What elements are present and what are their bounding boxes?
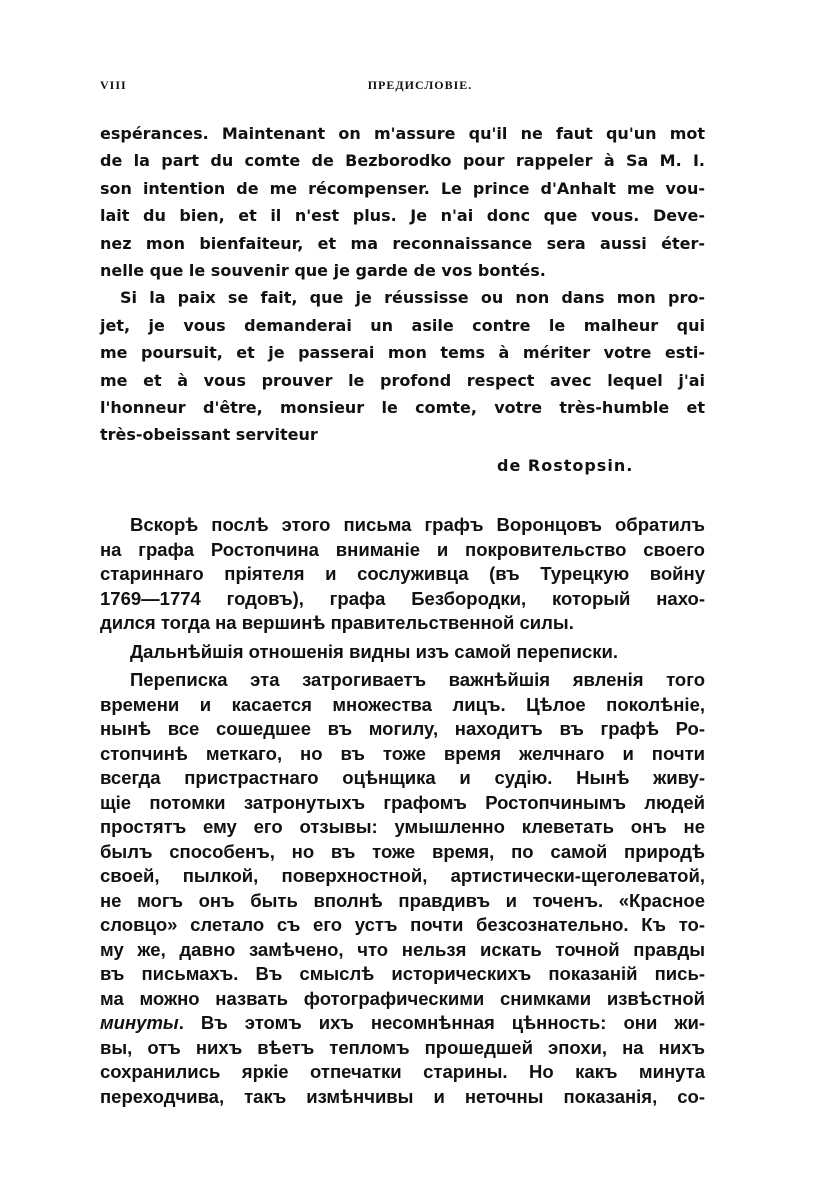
french-letter: [100, 120, 705, 479]
text-line: très-obeissant serviteur: [100, 425, 318, 445]
text-line: me et à vous prouver le profond respect avec lequel j'ai: [100, 370, 705, 390]
text-line: l'honneur d'être, monsieur le comte, votre très-humble et: [100, 398, 705, 418]
russian-paragraph-3: [100, 668, 705, 1109]
french-paragraph-1: [100, 120, 705, 284]
russian-commentary: [100, 513, 705, 1109]
text-line: nez mon bienfaiteur, et ma reconnaissance sera aussi éter-: [100, 233, 705, 253]
text-line: словцо» слетало съ его устъ почти безсознательно. Къ то-: [100, 914, 705, 936]
text-line: сохранились яркіе отпечатки старины. Но какъ минута: [100, 1061, 705, 1083]
text-line: вы, отъ нихъ вѣетъ тепломъ прошедшей эпохи, на нихъ: [100, 1036, 705, 1058]
russian-paragraph-2: [100, 640, 705, 665]
text-line: [100, 1011, 705, 1036]
text-line: ма можно назвать фотографическими снимками извѣстной: [100, 987, 705, 1009]
text-line: son intention de me récompenser. Le prince d'Anhalt me vou-: [100, 178, 705, 198]
text-line: Переписка эта затрогиваетъ важнѣйшія явленія того: [130, 669, 705, 691]
text-line: щіе потомки затронутыхъ графомъ Ростопчинымъ людей: [100, 791, 705, 813]
text-line: простятъ ему его отзывы: умышленно клеветать онъ не: [100, 816, 705, 838]
text-line: Дальнѣйшія отношенія видны изъ самой переписки.: [130, 640, 619, 662]
text-line: espérances. Maintenant on m'assure qu'il ne faut qu'un mot: [100, 124, 705, 143]
text-line: не могъ онъ быть вполнѣ правдивъ и точенъ. «Красное: [100, 889, 705, 911]
text-line: Si la paix se fait, que je réussisse ou non dans mon pro-: [120, 288, 705, 308]
text-line: му же, давно замѣчено, что нельзя искать точной правды: [100, 938, 705, 960]
text-line: дился тогда на вершинѣ правительственной силы.: [100, 612, 574, 634]
text-line: Вскорѣ послѣ этого письма графъ Воронцовъ обратилъ: [130, 514, 705, 536]
text-line: въ письмахъ. Въ смыслѣ историческихъ показаній пись-: [100, 963, 705, 985]
text-line: jet, je vous demanderai un asile contre le malheur qui: [100, 315, 705, 335]
french-paragraph-2: [100, 284, 705, 448]
text-line: 1769—1774 годовъ), графа Безбородки, который нахо-: [100, 587, 705, 609]
italic-word: минуты: [100, 1012, 179, 1034]
text-line: стариннаго пріятеля и сослуживца (въ Турецкую войну: [100, 563, 705, 585]
text-line: стопчинѣ меткаго, но въ тоже время желчнаго и почти: [100, 742, 705, 764]
text-line: всегда пристрастнаго оцѣнщика и судію. Нынѣ живу-: [100, 767, 705, 789]
text-line: de la part du comte de Bezborodko pour rappeler à Sa M. I.: [100, 151, 705, 171]
page-body: [100, 120, 705, 1109]
page-number: VIII: [100, 78, 127, 92]
letter-signature: de Rostopsin.: [497, 455, 634, 475]
text-line: былъ способенъ, но въ тоже время, по самой природѣ: [100, 840, 705, 862]
text-line: nelle que le souvenir que je garde de vos bontés.: [100, 261, 546, 281]
text-line-continuation: . Въ этомъ ихъ несомнѣнная цѣнность: они жи-: [178, 1012, 705, 1034]
text-line: времени и касается множества лицъ. Цѣлое поколѣніе,: [100, 693, 705, 715]
text-line: me poursuit, et je passerai mon tems à mériter votre esti-: [100, 343, 705, 363]
text-line: lait du bien, et il n'est plus. Je n'ai donc que vous. Deve-: [100, 206, 705, 226]
russian-paragraph-1: [100, 513, 705, 636]
running-title: ПРЕДИСЛОВІЕ.: [367, 78, 473, 92]
text-line: переходчива, такъ измѣнчивы и неточны показанія, со-: [100, 1085, 705, 1107]
text-line: нынѣ все сошедшее въ могилу, находитъ въ графѣ Ро-: [100, 718, 705, 740]
page-header: [100, 78, 740, 98]
text-line: своей, пылкой, поверхностной, артистически-щеголеватой,: [100, 865, 705, 887]
text-line: на графа Ростопчина вниманіе и покровительство своего: [100, 538, 705, 560]
